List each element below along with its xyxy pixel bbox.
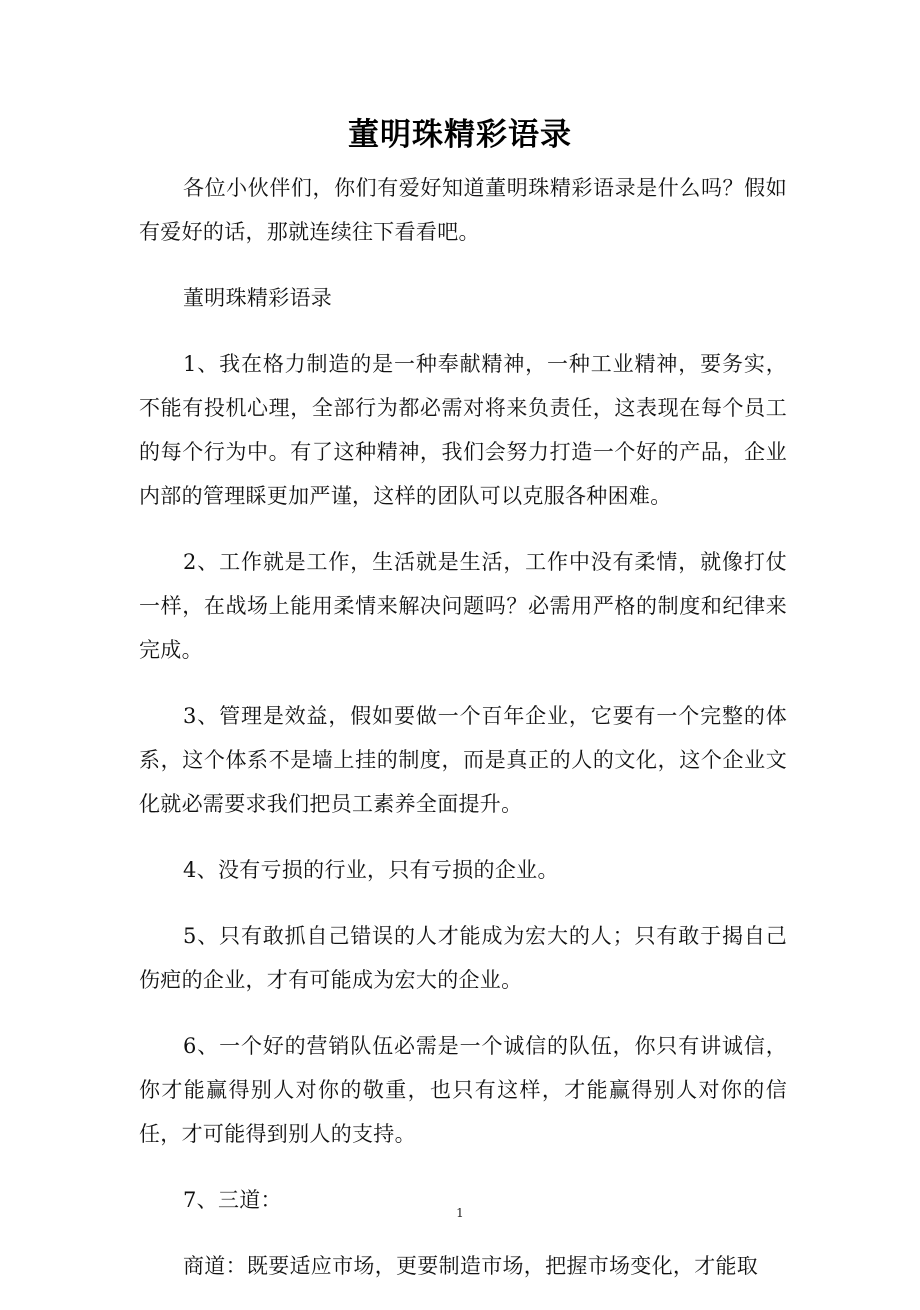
quote-paragraph-2: 2、工作就是工作，生活就是生活，工作中没有柔情，就像打仗一样，在战场上能用柔情来解决问题吗？必需用严格的制度和纪律来完成。: [139, 550, 787, 662]
document-body: [139, 166, 787, 1310]
quote-paragraph-7: 7、三道：: [183, 1188, 282, 1212]
intro-paragraph: 各位小伙伴们，你们有爱好知道董明珠精彩语录是什么吗？假如有爱好的话，那就连续往下看看吧。: [139, 176, 787, 244]
quote-paragraph-6: 6、一个好的营销队伍必需是一个诚信的队伍，你只有讲诚信，你才能赢得别人对你的敬重，也只有这样，才能赢得别人对你的信任，才可能得到别人的支持。: [139, 1034, 787, 1146]
document-title: 董明珠精彩语录: [348, 117, 572, 153]
quote-paragraph-4: 4、没有亏损的行业，只有亏损的企业。: [183, 858, 559, 882]
page-number: 1: [456, 1206, 464, 1220]
quote-paragraph-3: 3、管理是效益，假如要做一个百年企业，它要有一个完整的体系，这个体系不是墙上挂的制度，而是真正的人的文化，这个企业文化就必需要求我们把员工素养全面提升。: [139, 704, 787, 816]
quote-paragraph-1: 1、我在格力制造的是一种奉献精神，一种工业精神，要务实，不能有投机心理，全部行为都必需对将来负责任，这表现在每个员工的每个行为中。有了这种精神，我们会努力打造一个好的产品，企业内部的管理睬更加严谨，这样的团队可以克服各种困难。: [139, 352, 787, 508]
section-heading: 董明珠精彩语录: [183, 286, 333, 310]
quote-paragraph-5: 5、只有敢抓自己错误的人才能成为宏大的人；只有敢于揭自己伤疤的企业，才有可能成为宏大的企业。: [139, 924, 787, 992]
quote-paragraph-7-business: 商道：既要适应市场，更要制造市场，把握市场变化，才能取: [183, 1254, 759, 1278]
